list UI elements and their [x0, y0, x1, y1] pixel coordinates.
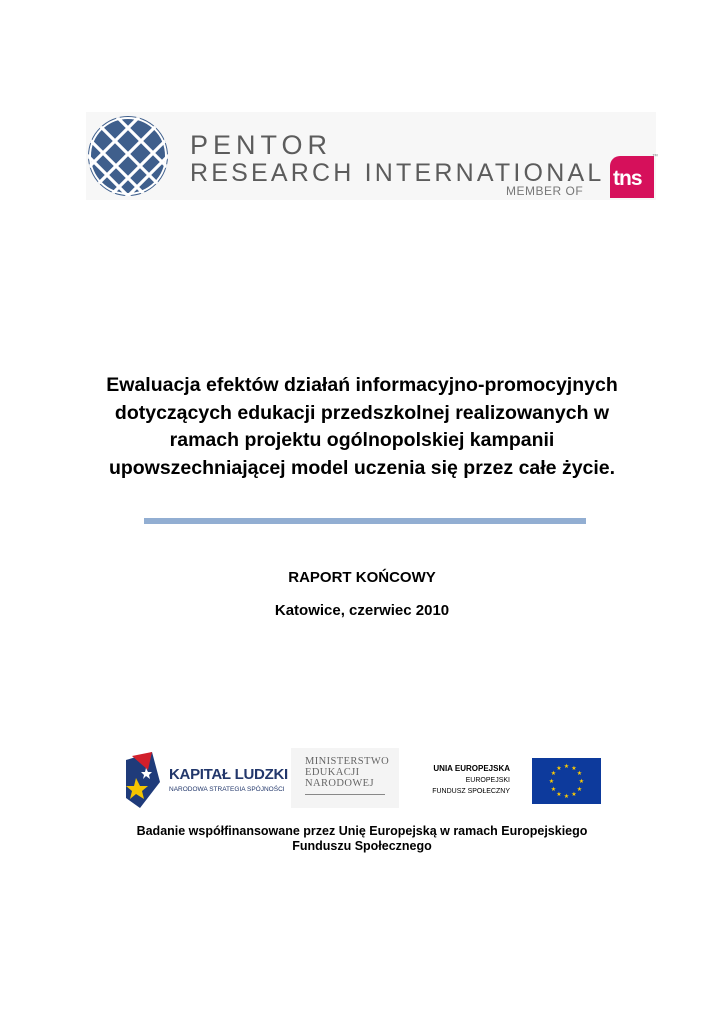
kapital-ludzki-title: KAPITAŁ LUDZKI — [169, 766, 288, 783]
ministry-line: EDUKACJI — [305, 767, 360, 778]
title-line: dotyczących edukacji przedszkolnej realizowanych w — [114, 401, 610, 424]
title-divider — [144, 518, 586, 524]
svg-text:★: ★ — [576, 786, 583, 793]
tns-logo — [610, 156, 654, 198]
title-line: ramach projektu ogólnopolskiej kampanii — [169, 429, 555, 451]
svg-text:★: ★ — [550, 770, 557, 777]
svg-text:★: ★ — [550, 786, 557, 793]
brand-name-line1: PENTOR — [190, 130, 333, 160]
brand-name-line2: RESEARCH INTERNATIONAL — [190, 159, 605, 187]
eu-fund-line2: FUNDUSZ SPOŁECZNY — [432, 788, 510, 795]
kapital-ludzki-subtitle: NARODOWA STRATEGIA SPÓJNOŚCI — [169, 786, 285, 793]
svg-text:★: ★ — [563, 793, 570, 800]
eu-logo — [416, 756, 586, 806]
funding-note-line: Badanie współfinansowane przez Unię Europejską w ramach Europejskiego — [136, 824, 588, 838]
ministry-line: NARODOWEJ — [305, 778, 374, 789]
svg-text:★: ★ — [578, 778, 585, 785]
ministry-underline — [305, 794, 385, 795]
document-title — [90, 372, 634, 482]
title-line: upowszechniającej model uczenia się przez całe życie. — [108, 456, 616, 479]
eu-name: UNIA EUROPEJSKA — [433, 764, 510, 773]
tns-logo-text: tns — [613, 167, 642, 190]
svg-text:★: ★ — [548, 778, 555, 785]
globe-icon — [86, 114, 170, 198]
eu-fund-line1: EUROPEJSKI — [465, 777, 510, 784]
kapital-ludzki-logo — [126, 752, 286, 808]
svg-text:★: ★ — [556, 765, 562, 772]
kapital-ludzki-star-icon — [126, 752, 160, 808]
svg-text:★: ★ — [556, 791, 562, 798]
svg-text:★: ★ — [571, 791, 577, 798]
member-of-label: MEMBER OF — [506, 184, 584, 198]
ministry-of-education-logo — [291, 748, 399, 808]
title-line: Ewaluacja efektów działań informacyjno-promocyjnych — [106, 374, 618, 396]
svg-text:★: ★ — [576, 770, 583, 777]
eu-flag-icon — [532, 758, 601, 804]
place-and-date: Katowice, czerwiec 2010 — [274, 602, 450, 619]
report-type: RAPORT KOŃCOWY — [288, 569, 436, 586]
ministry-line: MINISTERSTWO — [305, 756, 390, 767]
svg-text:★: ★ — [571, 765, 577, 772]
svg-text:★: ★ — [563, 763, 570, 770]
funding-note — [80, 824, 644, 854]
pentor-logo: PENTOR RESEARCH INTERNATIONAL MEMBER OF tns ™ — [86, 112, 656, 200]
funding-note-line: Funduszu Społecznego — [292, 839, 432, 853]
